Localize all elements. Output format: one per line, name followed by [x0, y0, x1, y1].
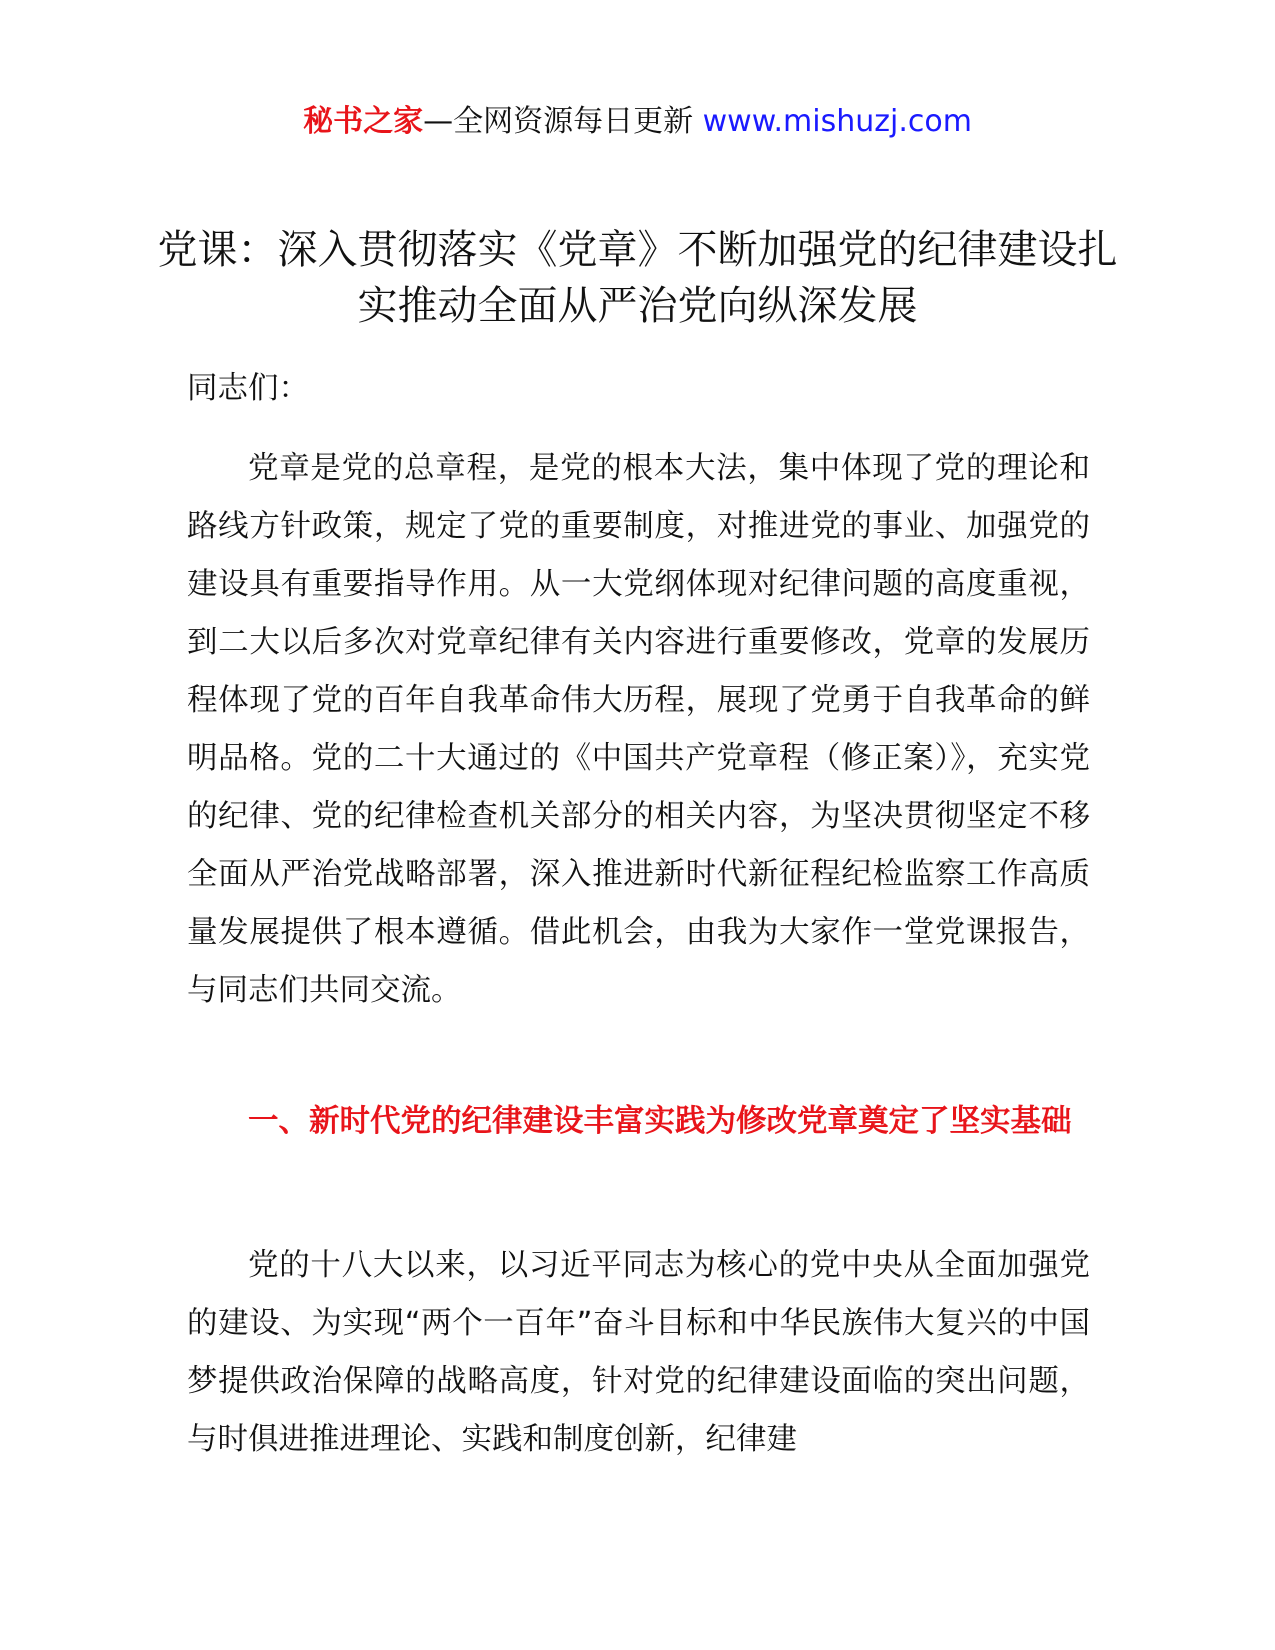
header-tagline: —全网资源每日更新: [423, 104, 694, 139]
site-header: [0, 100, 1275, 144]
paragraph-2: 党的十八大以来，以习近平同志为核心的党中央从全面加强党的建设、为实现“两个一百年”奋斗目标和中华民族伟大复兴的中国梦提供政治保障的战略高度，针对党的纪律建设面临的突出问题，与时俱进推进理论、实践和制度创新，纪律建: [187, 1248, 1090, 1457]
brand-name: 秘书之家: [303, 104, 424, 139]
document-title: 党课：深入贯彻落实《党章》不断加强党的纪律建设扎实推动全面从严治党向纵深发展: [157, 227, 1118, 329]
salutation: 同志们：: [187, 371, 309, 406]
section-1-heading: 一、新时代党的纪律建设丰富实践为修改党章奠定了坚实基础: [248, 1104, 1072, 1139]
site-url-link[interactable]: www.mishuzj.com: [702, 104, 972, 139]
paragraph-1: 党章是党的总章程，是党的根本大法，集中体现了党的理论和路线方针政策，规定了党的重要制度，对推进党的事业、加强党的建设具有重要指导作用。从一大党纲体现对纪律问题的高度重视，到二大以后多次对党章纪律有关内容进行重要修改，党章的发展历程体现了党的百年自我革命伟大历程，展现了党勇于自我革命的鲜明品格。党的二十大通过的《中国共产党章程（修正案）》，充实党的纪律、党的纪律检查机关部分的相关内容，为坚决贯彻坚定不移全面从严治党战略部署，深入推进新时代新征程纪检监察工作高质量发展提供了根本遵循。借此机会，由我为大家作一堂党课报告，与同志们共同交流。: [187, 451, 1090, 1008]
